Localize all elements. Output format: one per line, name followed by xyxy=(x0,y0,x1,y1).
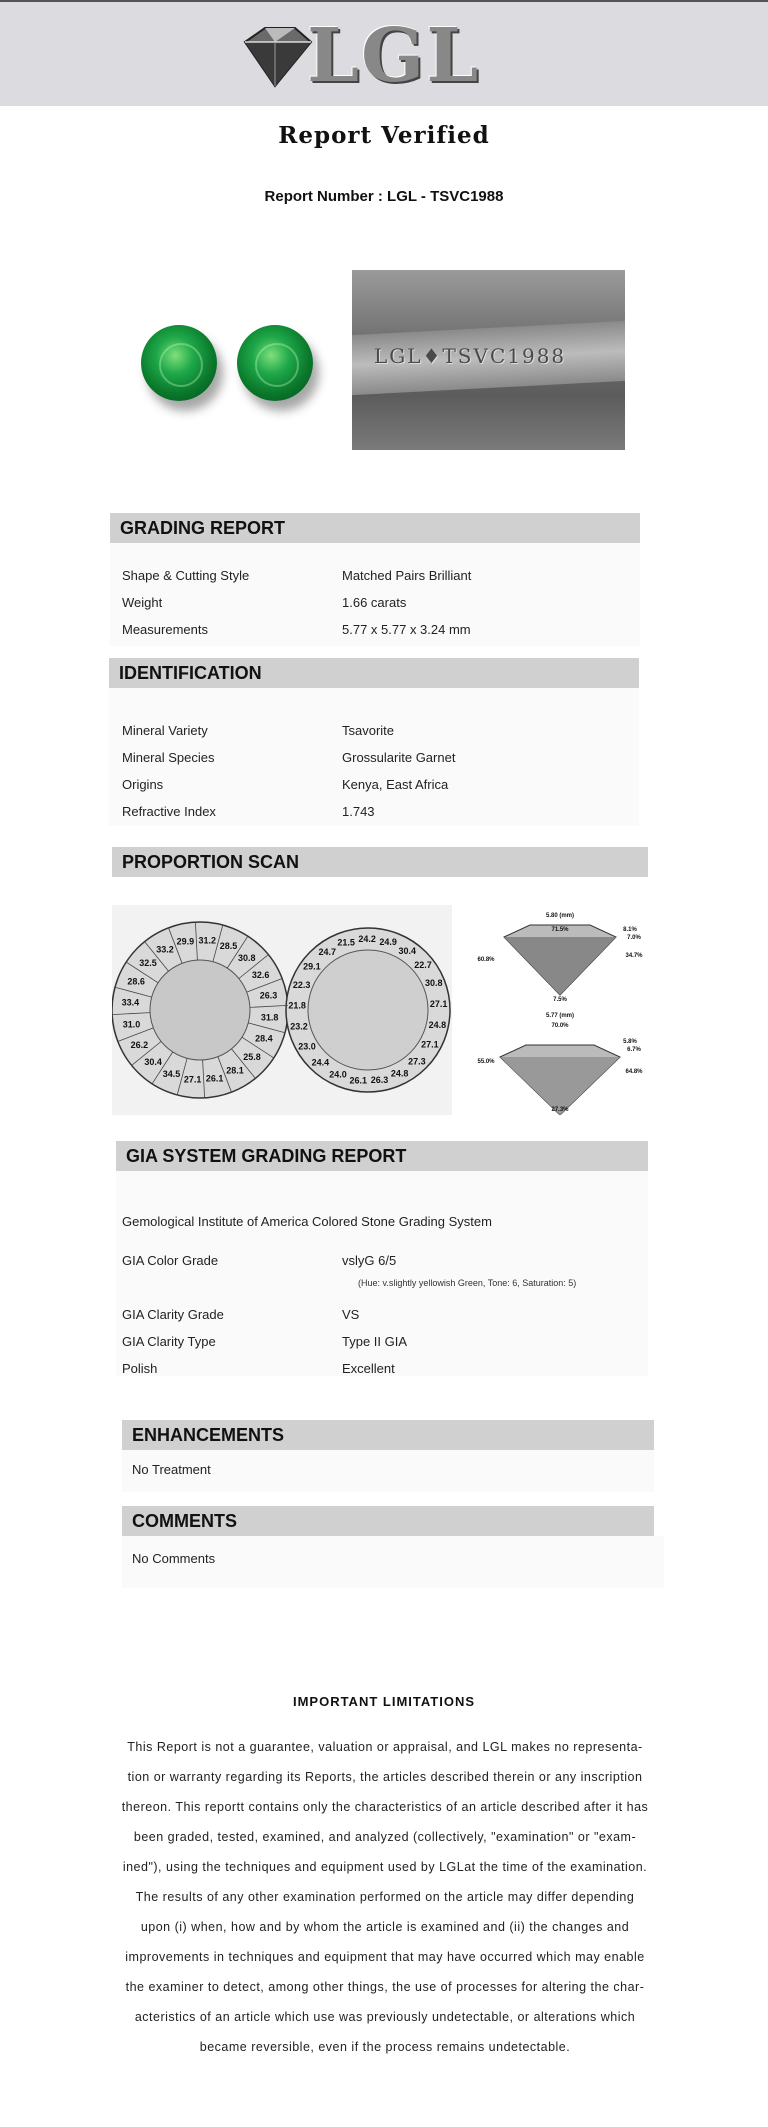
gia-value-0: vslyG 6/5 xyxy=(342,1253,397,1268)
facet-label: 24.8 xyxy=(428,1019,447,1030)
limitations-text xyxy=(115,1732,655,2062)
side-profile-diagram xyxy=(474,905,646,1115)
limitations-line: acteristics of an article which use was previously undetectable, or alterations which xyxy=(134,2010,636,2024)
profile-label: 5.8% xyxy=(623,1039,637,1045)
facet-label: 30.4 xyxy=(398,945,417,956)
logo-text: LGL xyxy=(307,13,481,99)
identification-label-0: Mineral Variety xyxy=(122,723,208,738)
profile-label: 55.0% xyxy=(477,1059,495,1065)
identification-label-2: Origins xyxy=(122,777,164,792)
profile-label: 70.0% xyxy=(551,1023,569,1029)
facet-label: 28.1 xyxy=(226,1065,244,1076)
facet-label: 29.1 xyxy=(303,961,321,972)
facet-label: 31.2 xyxy=(198,935,217,946)
identification-label-3: Refractive Index xyxy=(122,804,216,819)
report-number: Report Number : LGL - TSVC1988 xyxy=(264,188,504,205)
enhancements-heading: ENHANCEMENTS xyxy=(122,1420,654,1450)
profile-label: 34.7% xyxy=(625,953,643,959)
proportion-scan-heading: PROPORTION SCAN xyxy=(112,847,648,877)
grading-value-0: Matched Pairs Brilliant xyxy=(342,568,472,583)
limitations-line: thereon. This reportt contains only the characteristics of an article described after it has xyxy=(121,1800,649,1814)
identification-value-0: Tsavorite xyxy=(342,723,395,738)
enhancements-text: No Treatment xyxy=(132,1462,211,1477)
gia-report-heading: GIA SYSTEM GRADING REPORT xyxy=(116,1141,648,1171)
facet-label: 26.2 xyxy=(130,1040,149,1050)
facet-label: 30.8 xyxy=(425,978,443,989)
facet-label: 33.4 xyxy=(121,997,140,1008)
limitations-heading: IMPORTANT LIMITATIONS xyxy=(292,1694,476,1709)
facet-label: 22.7 xyxy=(414,960,432,970)
gia-label-3: Polish xyxy=(122,1361,158,1376)
facet-label: 27.1 xyxy=(183,1074,202,1085)
limitations-line: This Report is not a guarantee, valuation or appraisal, and LGL makes no representa- xyxy=(127,1740,643,1754)
limitations-line: ined"), using the techniques and equipment used by LGLat the time of the examination. xyxy=(122,1860,648,1874)
facet-label: 26.3 xyxy=(259,990,278,1001)
facet-label: 34.5 xyxy=(162,1068,181,1079)
facet-label: 26.1 xyxy=(205,1073,224,1084)
grading-label-0: Shape & Cutting Style xyxy=(122,568,250,583)
facet-label: 24.0 xyxy=(329,1069,347,1080)
facet-label: 29.9 xyxy=(176,936,195,947)
comments-text: No Comments xyxy=(132,1551,216,1566)
grading-value-2: 5.77 x 5.77 x 3.24 mm xyxy=(342,622,471,637)
facet-label: 24.4 xyxy=(311,1057,330,1068)
facet-label: 33.2 xyxy=(156,944,174,955)
identification-value-1: Grossularite Garnet xyxy=(342,750,456,765)
identification-value-2: Kenya, East Africa xyxy=(342,777,449,792)
facet-scan-diagram xyxy=(112,905,452,1115)
limitations-line: the examiner to detect, among other things, the use of processes for altering the char- xyxy=(125,1980,645,1994)
gemstone-right xyxy=(237,325,313,401)
facet-label: 23.0 xyxy=(298,1041,316,1052)
identification-heading: IDENTIFICATION xyxy=(109,658,639,688)
gia-label-0: GIA Color Grade xyxy=(122,1253,219,1268)
limitations-line: The results of any other examination performed on the article may differ depending xyxy=(135,1890,635,1904)
gia-value-3: Excellent xyxy=(342,1361,395,1376)
limitations-line: been graded, tested, examined, and analyzed (collectively, "examination" or "exam- xyxy=(133,1830,637,1844)
inscription-photo xyxy=(352,270,625,450)
gia-label-1: GIA Clarity Grade xyxy=(122,1307,224,1322)
facet-label: 22.3 xyxy=(292,979,311,990)
proportion-scan-diagram xyxy=(112,905,452,1115)
facet-label: 31.0 xyxy=(122,1019,141,1030)
facet-label: 25.8 xyxy=(243,1051,261,1062)
facet-label: 27.1 xyxy=(429,998,448,1009)
facet-label: 21.8 xyxy=(288,1000,306,1011)
facet-label: 24.2 xyxy=(358,934,376,944)
profile-label: 7.5% xyxy=(553,997,567,1003)
facet-label: 28.4 xyxy=(255,1033,273,1044)
profile-label: 5.80 (mm) xyxy=(545,913,575,919)
grading-label-1: Weight xyxy=(122,595,163,610)
profile-label: 5.77 (mm) xyxy=(545,1013,575,1019)
profile-label: 60.8% xyxy=(477,957,495,963)
lgl-logo xyxy=(235,13,495,99)
gia-intro: Gemological Institute of America Colored Stone Grading System xyxy=(122,1214,492,1229)
facet-label: 27.3 xyxy=(408,1056,426,1067)
profile-label: 7.0% xyxy=(627,935,641,941)
gia-value-1: VS xyxy=(342,1307,360,1322)
facet-label: 30.8 xyxy=(238,953,256,963)
gia-label-2: GIA Clarity Type xyxy=(122,1334,216,1349)
facet-label: 28.6 xyxy=(127,976,145,987)
grading-report-heading: GRADING REPORT xyxy=(110,513,640,543)
header-banner xyxy=(0,0,768,106)
profile-label: 8.1% xyxy=(623,927,637,933)
facet-label: 27.1 xyxy=(421,1039,439,1050)
grading-label-2: Measurements xyxy=(122,622,208,637)
comments-heading: COMMENTS xyxy=(122,1506,654,1536)
facet-label: 23.2 xyxy=(290,1021,308,1032)
limitations-line: became reversible, even if the process remains undetectable. xyxy=(199,2040,571,2054)
profile-label: 64.8% xyxy=(625,1069,643,1075)
profile-label: 6.7% xyxy=(627,1047,641,1053)
facet-label: 28.5 xyxy=(219,941,238,952)
limitations-line: tion or warranty regarding its Reports, the articles described therein or any inscription xyxy=(127,1770,643,1784)
limitations-line: upon (i) when, how and by whom the article is examined and (ii) the changes and xyxy=(140,1920,630,1934)
facet-label: 24.9 xyxy=(379,936,397,947)
gia-color-note: (Hue: v.slightly yellowish Green, Tone: 6, Saturation: 5) xyxy=(358,1278,577,1288)
grading-value-1: 1.66 carats xyxy=(342,595,407,610)
identification-label-1: Mineral Species xyxy=(122,750,215,765)
limitations-line: improvements in techniques and equipment that may have occurred which may enable xyxy=(125,1950,645,1964)
facet-label: 32.5 xyxy=(139,958,157,969)
diamond-icon xyxy=(235,24,315,90)
identification-value-3: 1.743 xyxy=(342,804,375,819)
facet-label: 24.8 xyxy=(390,1068,409,1079)
gemstone-left xyxy=(141,325,217,401)
facet-label: 26.3 xyxy=(370,1075,389,1086)
gia-value-2: Type II GIA xyxy=(342,1334,408,1349)
facet-label: 30.4 xyxy=(144,1057,162,1067)
facet-label: 24.7 xyxy=(318,946,337,957)
gemstone-photo xyxy=(133,271,323,461)
facet-label: 26.1 xyxy=(349,1075,368,1086)
profile-label: 71.5% xyxy=(551,927,569,933)
profile-label: 27.3% xyxy=(551,1107,569,1113)
inscription-text: LGL♦TSVC1988 xyxy=(374,344,567,368)
page-title: Report Verified xyxy=(278,122,490,149)
facet-label: 32.6 xyxy=(251,970,270,980)
facet-label: 31.8 xyxy=(260,1012,279,1023)
facet-label: 21.5 xyxy=(337,937,355,948)
